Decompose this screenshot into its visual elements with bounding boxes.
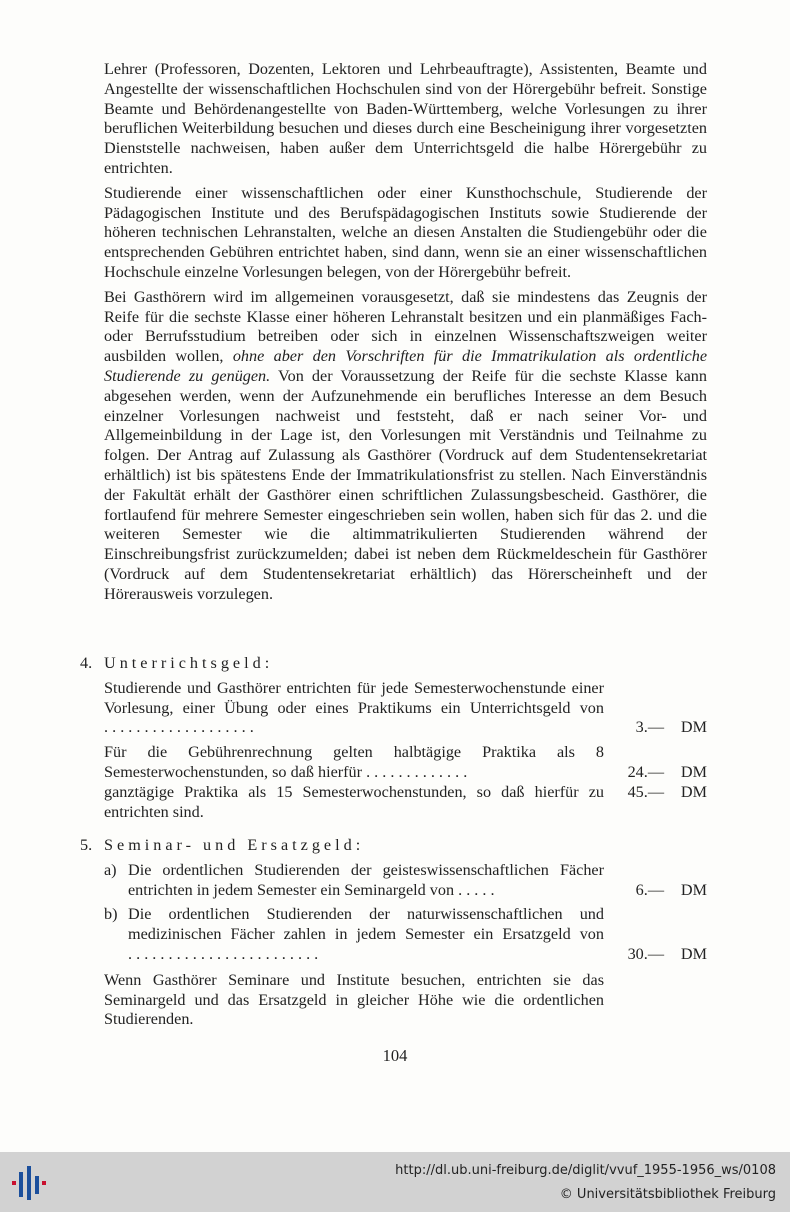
section-heading [80, 654, 707, 674]
fee-amount: 30.— [627, 944, 664, 963]
paragraph-students-other-schools: Studierende einer wissenschaftlichen oder einer Kunsthochschule, Studierende der Pädagogischen Institute und des Berufspädagogischen Instituts sowie Studierende der höheren technischen Lehranstalten, welche an diesen Anstalten die Studiengebühr oder die entsprechenden Gebühren entrichtet haben, sind dann, wenn sie an einer wissenschaftlichen Hochschule einzelne Vorlesungen belegen, von der Hörergebühr befreit. [104, 183, 707, 281]
fee-row [104, 679, 707, 738]
fee-unit: DM [680, 880, 707, 899]
fee-text: Studierende und Gasthörer entrichten für jede Semesterwochenstunde einer Vorlesung, einer Übung oder eines Praktikums ein Unterrichtsgeld von [104, 678, 604, 717]
dot-leader: . . . . . . . . . . . . . [366, 762, 468, 781]
footer-bar [0, 1152, 790, 1212]
fee-amount: 24.— [627, 762, 664, 781]
section-unterrichtsgeld [80, 654, 707, 822]
fee-unit: DM [680, 782, 707, 801]
fee-text: Für die Gebührenrechnung gelten halbtägige Praktika als 8 Semesterwochenstunden, so daß hierfür [104, 743, 604, 781]
fee-row [104, 783, 707, 823]
page-number: 104 [382, 1046, 408, 1065]
section-heading [80, 836, 707, 856]
section-title: Seminar- und Ersatzgeld: [104, 836, 365, 854]
guest-text-a: Bei Gasthörern wird im allgemeinen vorausgesetzt, daß sie mindestens das Zeugnis der Reife für die sechste Klasse einer höheren Lehranstalt besitzen und ein planmäßiges Fach- oder Berrufsstudium betreiben oder sich in einzelnen Wissenschaftszweigen weiter ausbilden wollen, [104, 287, 707, 366]
fee-list [104, 861, 707, 1030]
fee-unit: DM [680, 762, 707, 781]
section-seminargeld [80, 836, 707, 1035]
copyright-notice: © Universitätsbibliothek Freiburg [559, 1187, 776, 1202]
dot-leader: . . . . . [458, 880, 495, 899]
seminar-note: Wenn Gasthörer Seminare und Institute besuchen, entrichten sie das Seminargeld und das Ersatzgeld in gleicher Höhe wie die ordentlichen Studierenden. [104, 970, 604, 1029]
source-url-link[interactable]: http://dl.ub.uni-freiburg.de/diglit/vvuf_1955-1956_ws/0108 [395, 1163, 776, 1178]
paragraph-guest-auditors [104, 288, 707, 605]
fee-unit: DM [680, 944, 707, 963]
guest-text-italic: ohne aber den Vorschriften für die Immatrikulation als ordentliche Studierende zu genügen. [104, 347, 707, 385]
fee-text: Die ordentlichen Studierenden der naturwissenschaftlichen und medizinischen Fächer zahlen in jedem Semester ein Ersatzgeld von [128, 905, 604, 944]
dot-leader: . . . . . . . . . . . . . . . . . . . . . . . . [128, 944, 319, 963]
fee-text: Die ordentlichen Studierenden der geisteswissenschaftlichen Fächer entrichten in jedem Semester ein Seminargeld von [128, 860, 604, 899]
guest-text-b: Von der Voraussetzung der Reife für die sechste Klasse kann abgesehen werden, wenn der Aufzunehmende ein berufliches Interesse an dem Besuch einzelner Vorlesungen nachweist und feststeht, daß er nach seiner Vor- und Allgemeinbildung in der Lage ist, den Vorlesungen mit Verständnis und Teilnahme zu folgen. Der Antrag auf Zulassung als Gasthörer (Vordruck auf dem Studentensekretariat erhältlich) ist bis spätestens Ende der Immatrikulationsfrist zu stellen. Nach Einverständnis der Fakultät erhält der Gasthörer einen schriftlichen Zulassungsbescheid. Gasthörer, die fortlaufend für mehrere Semester eingeschrieben sein wollen, haben sich für das 2. und die weiteren Semester wie die altimmatrikulierten Studierenden während der Einschreibungsfrist zurückzumelden; dabei ist neben dem Rückmeldeschein für Gasthörer (Vordruck auf dem Studentensekretariat erhältlich) das Hörerscheinheft und der Hörerausweis vorzulegen. [104, 366, 707, 603]
fee-text: ganztägige Praktika als 15 Semesterwochenstunden, so daß hierfür zu entrichten sind. [104, 782, 604, 821]
fee-amount: 45.— [627, 782, 664, 801]
fee-row [104, 743, 707, 783]
fee-row [104, 905, 707, 964]
fee-amount: 3.— [635, 718, 664, 737]
section-number: 5. [80, 836, 93, 854]
ub-freiburg-logo-icon [8, 1162, 50, 1204]
fee-list [104, 679, 707, 823]
section-number: 4. [80, 654, 93, 672]
section-title: Unterrichtsgeld: [104, 654, 274, 672]
dot-leader: . . . . . . . . . . . . . . . . . . . [104, 718, 254, 737]
item-label: b) [104, 905, 118, 924]
paragraph-fee-exemption: Lehrer (Professoren, Dozenten, Lektoren und Lehrbeauftragte), Assistenten, Beamte und Angestellte der wissenschaftlichen Hochschulen sind von der Hörergebühr befreit. Sonstige Beamte und Behördenangestellte von Baden-Württemberg, welche Vorlesungen zu ihrer beruflichen Weiterbildung besuchen und dieses durch eine Bescheinigung ihrer vorgesetzten Dienststelle nachweisen, haben außer dem Unterrichtsgeld die halbe Hörergebühr zu entrichten. [104, 60, 707, 177]
fee-amount: 6.— [635, 880, 664, 899]
item-label: a) [104, 860, 117, 879]
body-text [104, 60, 707, 610]
fee-row [104, 861, 707, 901]
fee-unit: DM [680, 718, 707, 737]
